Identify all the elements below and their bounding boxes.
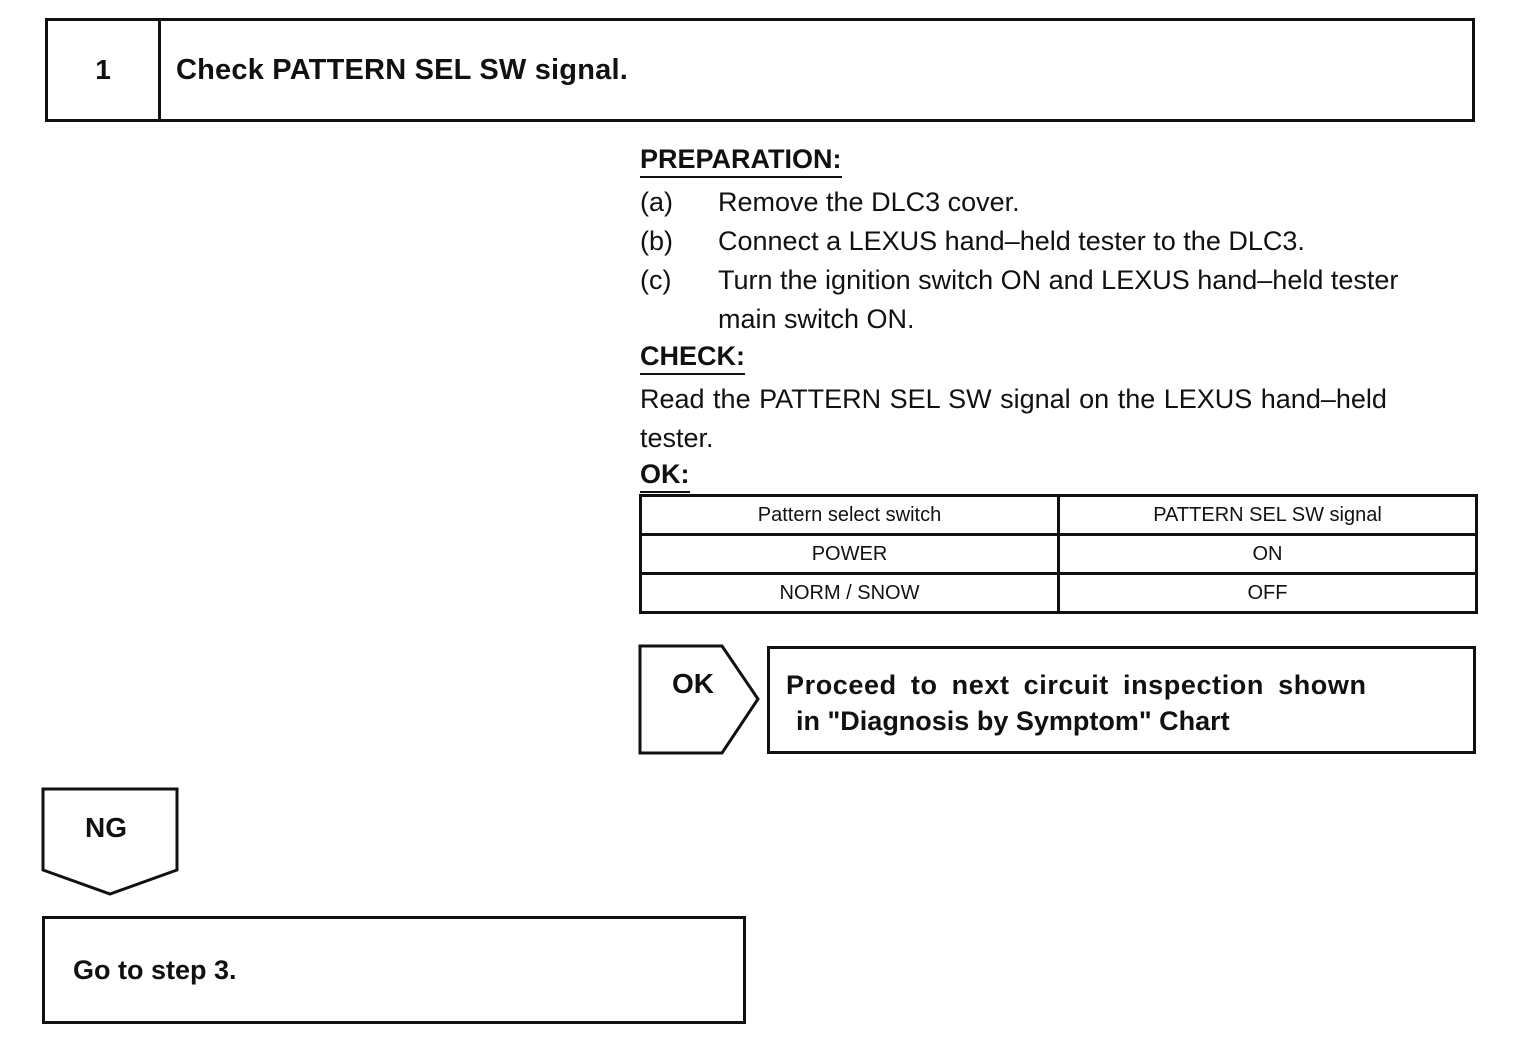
check-section <box>640 337 1478 458</box>
table-cell: POWER <box>641 535 1059 574</box>
step-header <box>45 18 1475 122</box>
ok-result-line: Proceed to next circuit inspection shown <box>786 670 1367 700</box>
check-heading: CHECK: <box>640 341 745 375</box>
ok-heading: OK: <box>640 459 690 493</box>
step-number: 1 <box>48 21 161 119</box>
check-text-line: Read the PATTERN SEL SW signal on the LEXUS hand–held <box>640 384 1387 414</box>
table-cell: ON <box>1059 535 1477 574</box>
item-text <box>718 261 1478 339</box>
item-label: (c) <box>640 265 672 295</box>
item-label: (a) <box>640 187 673 217</box>
table-header-cell: PATTERN SEL SW signal <box>1059 496 1477 535</box>
item-text-line: Turn the ignition switch ON and LEXUS hand–held tester <box>718 265 1399 295</box>
ok-result-line: in "Diagnosis by Symptom" Chart <box>796 706 1230 736</box>
preparation-heading: PREPARATION: <box>640 144 842 178</box>
preparation-item <box>640 183 1478 222</box>
step-title: Check PATTERN SEL SW signal. <box>176 53 628 86</box>
table-row <box>641 535 1477 574</box>
table-header-row <box>641 496 1477 535</box>
item-text: Remove the DLC3 cover. <box>718 187 1020 217</box>
ok-flag <box>638 644 762 756</box>
ok-section <box>640 455 1478 494</box>
ok-label: OK <box>672 668 714 699</box>
ng-label: NG <box>85 812 127 843</box>
ng-result-box <box>42 916 746 1024</box>
ok-result-box <box>767 646 1476 754</box>
preparation-item <box>640 261 1478 339</box>
table-cell: NORM / SNOW <box>641 574 1059 613</box>
check-text-line: tester. <box>640 423 714 453</box>
item-label: (b) <box>640 226 673 256</box>
table-header-cell: Pattern select switch <box>641 496 1059 535</box>
ok-table <box>639 494 1478 614</box>
table-cell: OFF <box>1059 574 1477 613</box>
ng-result-text: Go to step 3. <box>73 954 237 985</box>
item-text-line: main switch ON. <box>718 304 915 334</box>
preparation-item <box>640 222 1478 261</box>
table-row <box>641 574 1477 613</box>
preparation-section <box>640 140 1478 339</box>
item-text: Connect a LEXUS hand–held tester to the DLC3. <box>718 226 1305 256</box>
